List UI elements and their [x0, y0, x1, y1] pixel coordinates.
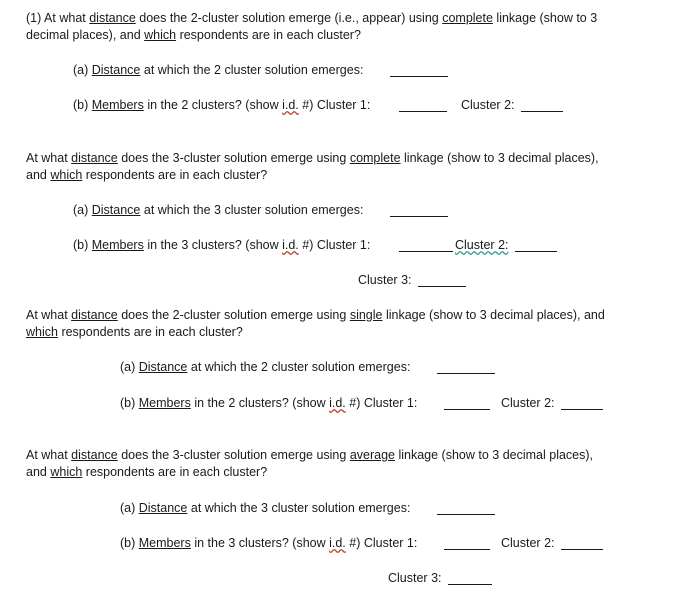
q3-part-a-text: at which the 2 cluster solution emerges: [187, 360, 411, 374]
q4-cluster3-answer-field[interactable] [448, 573, 492, 585]
q3-part-b-text: in the 2 clusters? (show [190, 396, 330, 410]
q4-part-b-keyword: Members [138, 536, 191, 550]
q2-intro-text: linkage (show to 3 decimal places), [400, 151, 599, 165]
q4-keyword-linkage: average [349, 448, 395, 462]
q4-intro-line2 [26, 464, 267, 480]
q1-keyword-distance: distance [89, 11, 136, 25]
q3-part-a-label: (a) [120, 360, 139, 374]
q1-cluster2-answer-field[interactable] [521, 100, 563, 112]
q2-part-a [73, 202, 363, 218]
q3-part-a-keyword: Distance [138, 360, 188, 374]
q1-intro-line2 [26, 27, 361, 43]
q1-intro-text: does the 2-cluster solution emerge (i.e., appear) using [135, 11, 443, 25]
q4-part-b-text: in the 3 clusters? (show [190, 536, 330, 550]
q3-part-a [120, 359, 410, 375]
q4-cluster1-answer-field[interactable] [444, 538, 490, 550]
q4-part-a-text: at which the 3 cluster solution emerges: [187, 501, 411, 515]
q4-distance-answer-field[interactable] [437, 503, 495, 515]
q4-part-a [120, 500, 410, 516]
q1-part-a-label: (a) [73, 63, 92, 77]
q3-intro-line2 [26, 324, 243, 340]
q2-keyword-distance: distance [71, 151, 118, 165]
q2-keyword-linkage: complete [349, 151, 401, 165]
q4-intro-text: respondents are in each cluster? [82, 465, 268, 479]
q3-keyword-distance: distance [71, 308, 118, 322]
q2-part-b-keyword: Members [91, 238, 144, 252]
q2-part-a-text: at which the 3 cluster solution emerges: [140, 203, 364, 217]
q2-part-b [73, 237, 370, 253]
q1-intro-text: decimal places), and [26, 28, 145, 42]
q2-keyword-which: which [50, 168, 83, 182]
q2-part-b-label: (b) [73, 238, 92, 252]
q3-keyword-which: which [26, 325, 58, 339]
q2-cluster1-answer-field[interactable] [399, 240, 453, 252]
q1-part-a-text: at which the 2 cluster solution emerges: [140, 63, 364, 77]
q2-distance-answer-field[interactable] [390, 205, 448, 217]
q1-part-b-text: in the 2 clusters? (show [143, 98, 283, 112]
q1-keyword-which: which [144, 28, 177, 42]
q4-part-b-id: i.d. [329, 536, 346, 550]
q1-intro-text: (1) At what [26, 11, 90, 25]
q4-intro-text: At what [26, 448, 72, 462]
q4-intro-line1 [26, 447, 593, 463]
q1-cluster2-label: Cluster 2: [461, 98, 515, 112]
q2-intro-text: does the 3-cluster solution emerge using [117, 151, 350, 165]
q4-cluster3-label: Cluster 3: [388, 571, 442, 585]
q1-part-b-label: (b) [73, 98, 92, 112]
q1-part-b [73, 97, 370, 113]
q2-part-a-keyword: Distance [91, 203, 141, 217]
q4-part-b-label: (b) [120, 536, 139, 550]
q4-keyword-which: which [50, 465, 83, 479]
q3-cluster2-answer-field[interactable] [561, 398, 603, 410]
q1-intro-text: respondents are in each cluster? [176, 28, 361, 42]
q4-part-b [120, 535, 417, 551]
q2-intro-text: respondents are in each cluster? [82, 168, 268, 182]
q1-intro-line1 [26, 10, 597, 26]
q4-part-a-label: (a) [120, 501, 139, 515]
q4-intro-text: does the 3-cluster solution emerge using [117, 448, 350, 462]
q4-part-a-keyword: Distance [138, 501, 188, 515]
q3-intro-text: linkage (show to 3 decimal places), and [382, 308, 605, 322]
q2-part-b-text: in the 3 clusters? (show [143, 238, 283, 252]
q1-part-a [73, 62, 363, 78]
q3-distance-answer-field[interactable] [437, 362, 495, 374]
q3-intro-line1 [26, 307, 605, 323]
q3-part-b-label: (b) [120, 396, 139, 410]
q4-part-b-text: #) Cluster 1: [345, 536, 418, 550]
q3-part-b-text: #) Cluster 1: [345, 396, 418, 410]
q2-intro-line2 [26, 167, 267, 183]
q1-intro-text: linkage (show to 3 [492, 11, 598, 25]
q3-keyword-linkage: single [349, 308, 383, 322]
q3-intro-text: respondents are in each cluster? [57, 325, 243, 339]
q4-cluster2-answer-field[interactable] [561, 538, 603, 550]
q1-part-a-keyword: Distance [91, 63, 141, 77]
q3-part-b-id: i.d. [329, 396, 346, 410]
q3-intro-text: At what [26, 308, 72, 322]
q4-intro-text: linkage (show to 3 decimal places), [395, 448, 594, 462]
q4-keyword-distance: distance [71, 448, 118, 462]
q2-intro-text: and [26, 168, 51, 182]
q3-part-b-keyword: Members [138, 396, 191, 410]
q1-part-b-id: i.d. [282, 98, 299, 112]
q2-cluster2-answer-field[interactable] [515, 240, 557, 252]
q2-intro-text: At what [26, 151, 72, 165]
q3-intro-text: does the 2-cluster solution emerge using [117, 308, 350, 322]
q2-cluster2-label: Cluster 2: [455, 238, 509, 252]
q2-part-b-text: #) Cluster 1: [298, 238, 371, 252]
q1-distance-answer-field[interactable] [390, 65, 448, 77]
q2-intro-line1 [26, 150, 599, 166]
q2-cluster3-label: Cluster 3: [358, 273, 412, 287]
q1-part-b-keyword: Members [91, 98, 144, 112]
q3-cluster1-answer-field[interactable] [444, 398, 490, 410]
q3-part-b [120, 395, 417, 411]
q3-cluster2-label: Cluster 2: [501, 396, 555, 410]
q2-cluster3-answer-field[interactable] [418, 275, 466, 287]
q1-cluster1-answer-field[interactable] [399, 100, 447, 112]
q2-part-b-id: i.d. [282, 238, 299, 252]
q4-cluster2-label: Cluster 2: [501, 536, 555, 550]
q1-part-b-text: #) Cluster 1: [298, 98, 371, 112]
q4-intro-text: and [26, 465, 51, 479]
q1-keyword-linkage: complete [442, 11, 493, 25]
q2-part-a-label: (a) [73, 203, 92, 217]
